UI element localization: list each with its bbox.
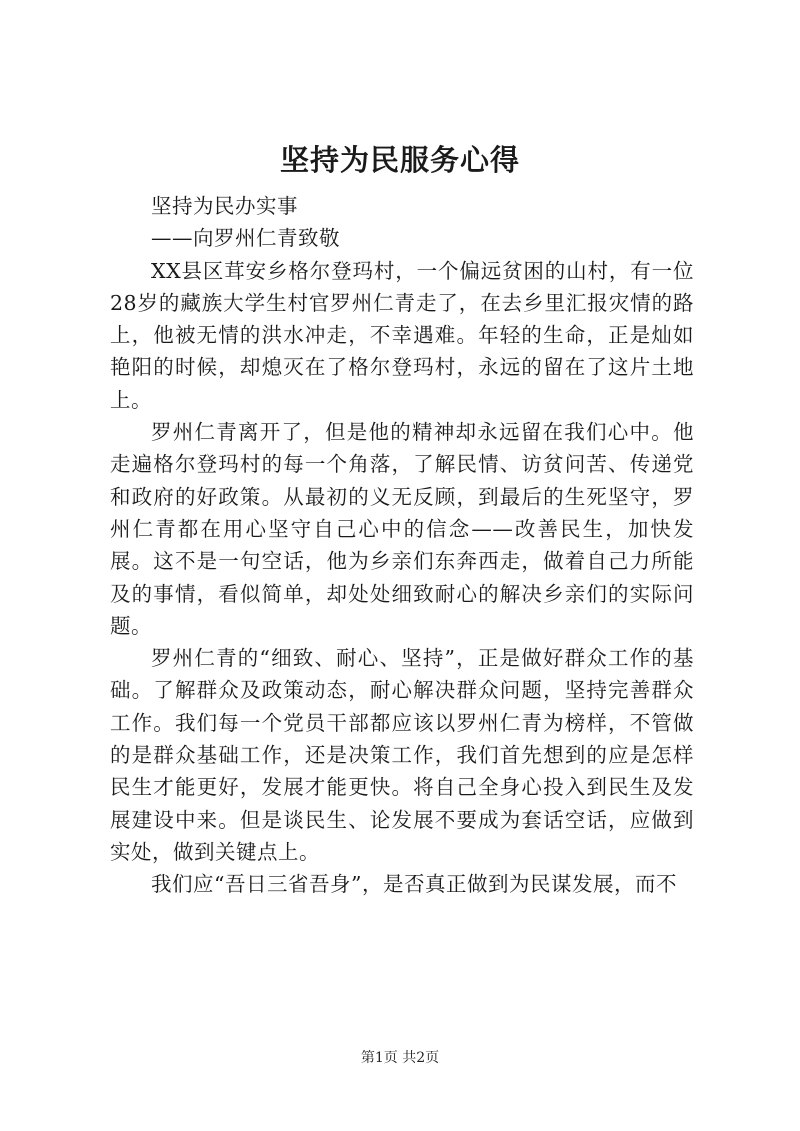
document-title: 坚持为民服务心得: [279, 143, 520, 177]
document-body: [110, 190, 694, 901]
paragraph-subtitle: 坚持为民办实事: [151, 194, 298, 218]
page-number-footer: 第1页 共2页: [360, 1050, 440, 1066]
paragraph-4: 我们应“吾日三省吾身”，是否真正做到为民谋发展，而不: [151, 872, 677, 897]
paragraph-3: 罗州仁青的“细致、耐心、坚持”，正是做好群众工作的基础。了解群众及政策动态，耐心解决群众问题，坚持完善群众工作。我们每一个党员干部都应该以罗州仁青为榜样，不管做的是群众基础工作，还是决策工作，我们首先想到的应是怎样民生才能更好，发展才能更快。将自己全身心投入到民生及发展建设中来。但是谈民生、论发展不要成为套话空话，应做到实处，做到关键点上。: [110, 646, 694, 864]
paragraph-2: 罗州仁青离开了，但是他的精神却永远留在我们心中。他走遍格尔登玛村的每一个角落，了解民情、访贫问苦、传递党和政府的好政策。从最初的义无反顾，到最后的生死坚守，罗州仁青都在用心坚守自己心中的信念——改善民生，加快发展。这不是一句空话，他为乡亲们东奔西走，做着自己力所能及的事情，看似简单，却处处细致耐心的解决乡亲们的实际问题。: [110, 420, 694, 638]
paragraph-dedication: ——向罗州仁青致敬: [151, 226, 340, 251]
paragraph-1: XX县区茸安乡格尔登玛村，一个偏远贫困的山村，有一位28岁的藏族大学生村官罗州仁青走了，在去乡里汇报灾情的路上，他被无情的洪水冲走，不幸遇难。年轻的生命，正是灿如艳阳的时候，却熄灭在了格尔登玛村，永远的留在了这片土地上。: [110, 258, 694, 412]
